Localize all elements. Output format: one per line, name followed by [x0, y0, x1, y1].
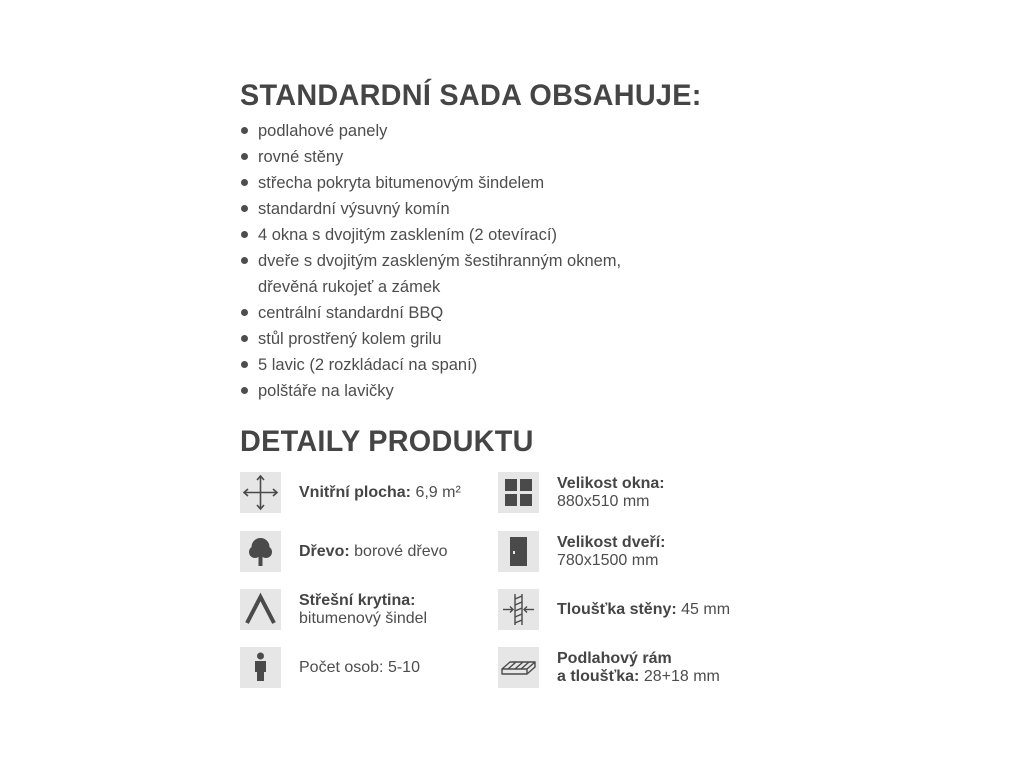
- detail-wood: [240, 531, 520, 572]
- bullet-icon: [241, 127, 248, 134]
- bullet-icon: [241, 231, 248, 238]
- floor-boards-icon: [498, 647, 539, 688]
- roof-icon: [240, 589, 281, 630]
- bullet-icon: [241, 335, 248, 342]
- bullet-icon: [241, 309, 248, 316]
- detail-roofing-text: Střešní krytina: bitumenový šindel: [299, 591, 428, 627]
- product-info: [240, 78, 800, 712]
- detail-persons-text: Počet osob: 5-10: [299, 658, 420, 676]
- standard-set-list: [240, 118, 800, 404]
- detail-interior-area-text: Vnitřní plocha: 6,9 m²: [299, 483, 461, 501]
- list-item: centrální standardní BBQ: [240, 300, 800, 326]
- detail-interior-area: [240, 472, 520, 513]
- detail-floor-frame-text: Podlahový rám a tloušťka: 28+18 mm: [557, 649, 720, 685]
- product-details-grid: [240, 472, 800, 712]
- wall-thickness-icon: [498, 589, 539, 630]
- bullet-icon: [241, 205, 248, 212]
- detail-wall-thickness-text: Tloušťka stěny: 45 mm: [557, 600, 731, 618]
- standard-set-heading: STANDARDNÍ SADA OBSAHUJE:: [240, 79, 702, 112]
- list-item: polštáře na lavičky: [240, 378, 800, 404]
- list-item: stůl prostřený kolem grilu: [240, 326, 800, 352]
- detail-wall-thickness: [498, 589, 778, 630]
- bullet-icon: [241, 361, 248, 368]
- door-icon: [498, 531, 539, 572]
- detail-persons: [240, 647, 520, 688]
- product-details-heading: DETAILY PRODUKTU: [240, 425, 534, 458]
- list-item: střecha pokryta bitumenovým šindelem: [240, 170, 800, 196]
- tree-icon: [240, 531, 281, 572]
- person-icon: [240, 647, 281, 688]
- list-item: 5 lavic (2 rozkládací na spaní): [240, 352, 800, 378]
- bullet-icon: [241, 153, 248, 160]
- detail-door-size-text: Velikost dveří: 780x1500 mm: [557, 533, 666, 569]
- list-item: rovné stěny: [240, 144, 800, 170]
- detail-door-size: [498, 531, 778, 572]
- detail-wood-text: Dřevo: borové dřevo: [299, 542, 448, 560]
- window-grid-icon: [498, 472, 539, 513]
- list-item: dveře s dvojitým zaskleným šestihranným oknem, dřevěná rukojeť a zámek: [240, 248, 800, 300]
- bullet-icon: [241, 387, 248, 394]
- list-item: standardní výsuvný komín: [240, 196, 800, 222]
- detail-window-size-text: Velikost okna: 880x510 mm: [557, 474, 665, 510]
- arrows-move-icon: [240, 472, 281, 513]
- list-item: 4 okna s dvojitým zasklením (2 otevírací): [240, 222, 800, 248]
- detail-window-size: [498, 472, 778, 513]
- bullet-icon: [241, 179, 248, 186]
- detail-floor-frame: [498, 647, 778, 688]
- list-item: podlahové panely: [240, 118, 800, 144]
- detail-roofing: [240, 589, 520, 630]
- bullet-icon: [241, 257, 248, 264]
